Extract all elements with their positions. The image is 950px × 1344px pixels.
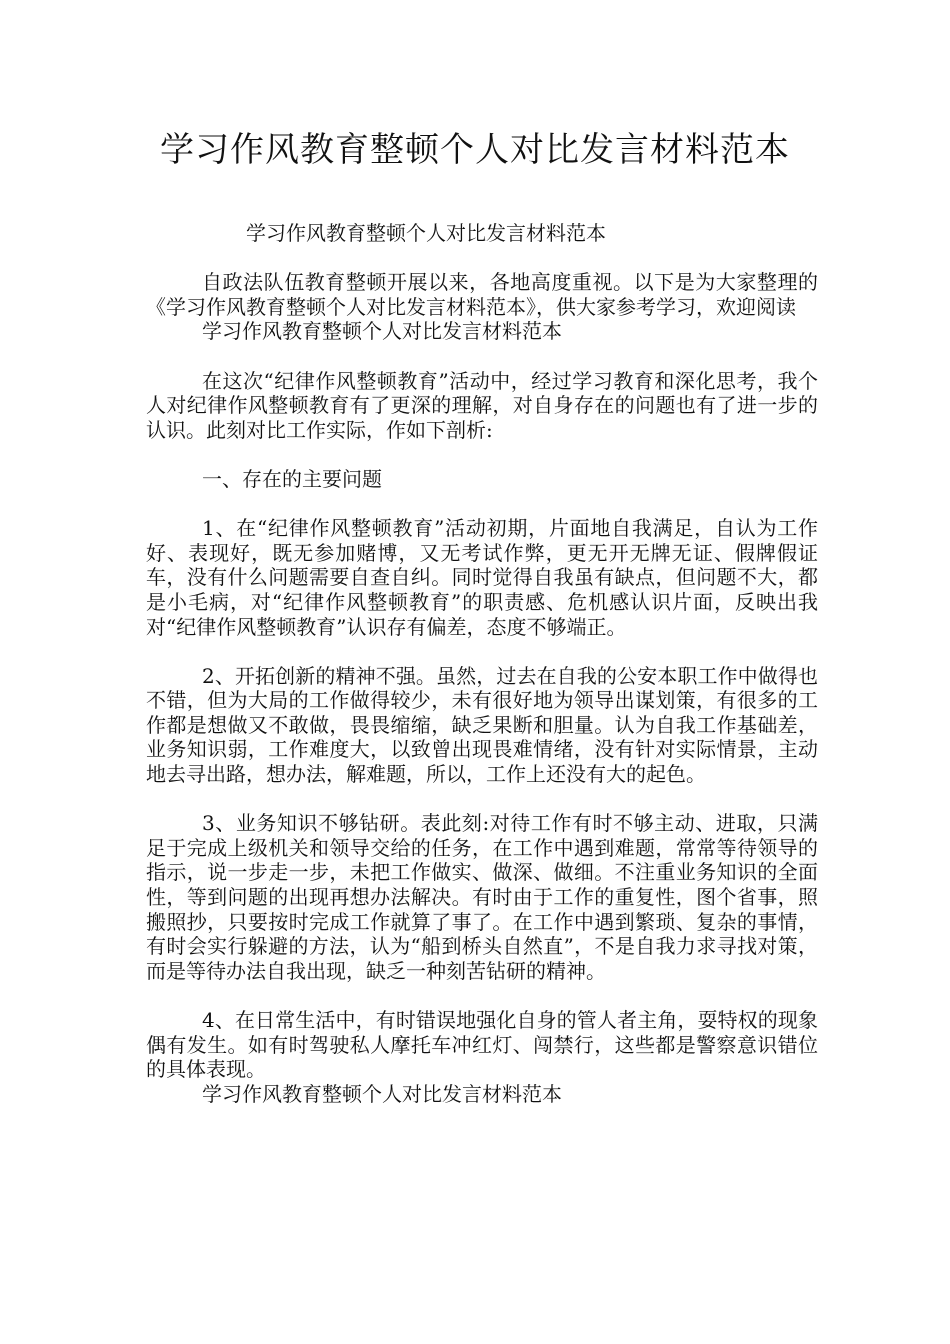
intro-paragraph: 自政法队伍教育整顿开展以来，各地高度重视。以下是为大家整理的《学习作风教育整顿个人对比发言材料范本》，供大家参考学习，欢迎阅读: [146, 270, 818, 319]
body-paragraph: 4、在日常生活中，有时错误地强化自身的管人者主角，耍特权的现象偶有发生。如有时驾驶私人摩托车冲红灯、闯禁行，这些都是警察意识错位的具体表现。: [146, 1008, 818, 1082]
body-paragraph: 1、在“纪律作风整顿教育”活动初期，片面地自我满足，自认为工作好、表现好，既无参加赌博，又无考试作弊，更无开无牌无证、假牌假证车，没有什么问题需要自查自纠。同时觉得自我虽有缺点，但问题不大，都是小毛病，对“纪律作风整顿教育”的职责感、危机感认识片面，反映出我对“纪律作风整顿教育”认识存有偏差，态度不够端正。: [146, 516, 818, 639]
section-heading: 学习作风教育整顿个人对比发言材料范本: [202, 319, 562, 344]
body-paragraph: 2、开拓创新的精神不强。虽然，过去在自我的公安本职工作中做得也不错，但为大局的工作做得较少，未有很好地为领导出谋划策，有很多的工作都是想做又不敢做，畏畏缩缩，缺乏果断和胆量。认为自我工作基础差，业务知识弱，工作难度大，以致曾出现畏难情绪，没有针对实际情景，主动地去寻出路，想办法，解难题，所以，工作上还没有大的起色。: [146, 663, 818, 787]
section-heading: 一、存在的主要问题: [202, 466, 382, 491]
document-subtitle: 学习作风教育整顿个人对比发言材料范本: [246, 221, 606, 245]
section-heading: 学习作风教育整顿个人对比发言材料范本: [202, 1081, 562, 1106]
document-title: 学习作风教育整顿个人对比发言材料范本: [160, 130, 790, 170]
document-body: [146, 221, 818, 1106]
body-paragraph: 3、业务知识不够钻研。表此刻:对待工作有时不够主动、进取，只满足于完成上级机关和领导交给的任务，在工作中遇到难题，常常等待领导的指示，说一步走一步，未把工作做实、做深、做细。不注重业务知识的全面性，等到问题的出现再想办法解决。有时由于工作的重复性，图个省事，照搬照抄，只要按时完成工作就算了事了。在工作中遇到繁琐、复杂的事情，有时会实行躲避的方法，认为“船到桥头自然直”，不是自我力求寻找对策，而是等待办法自我出现，缺乏一种刻苦钻研的精神。: [146, 811, 818, 983]
body-paragraph: 在这次“纪律作风整顿教育”活动中，经过学习教育和深化思考，我个人对纪律作风整顿教育有了更深的理解，对自身存在的问题也有了进一步的认识。此刻对比工作实际，作如下剖析:: [146, 368, 818, 442]
